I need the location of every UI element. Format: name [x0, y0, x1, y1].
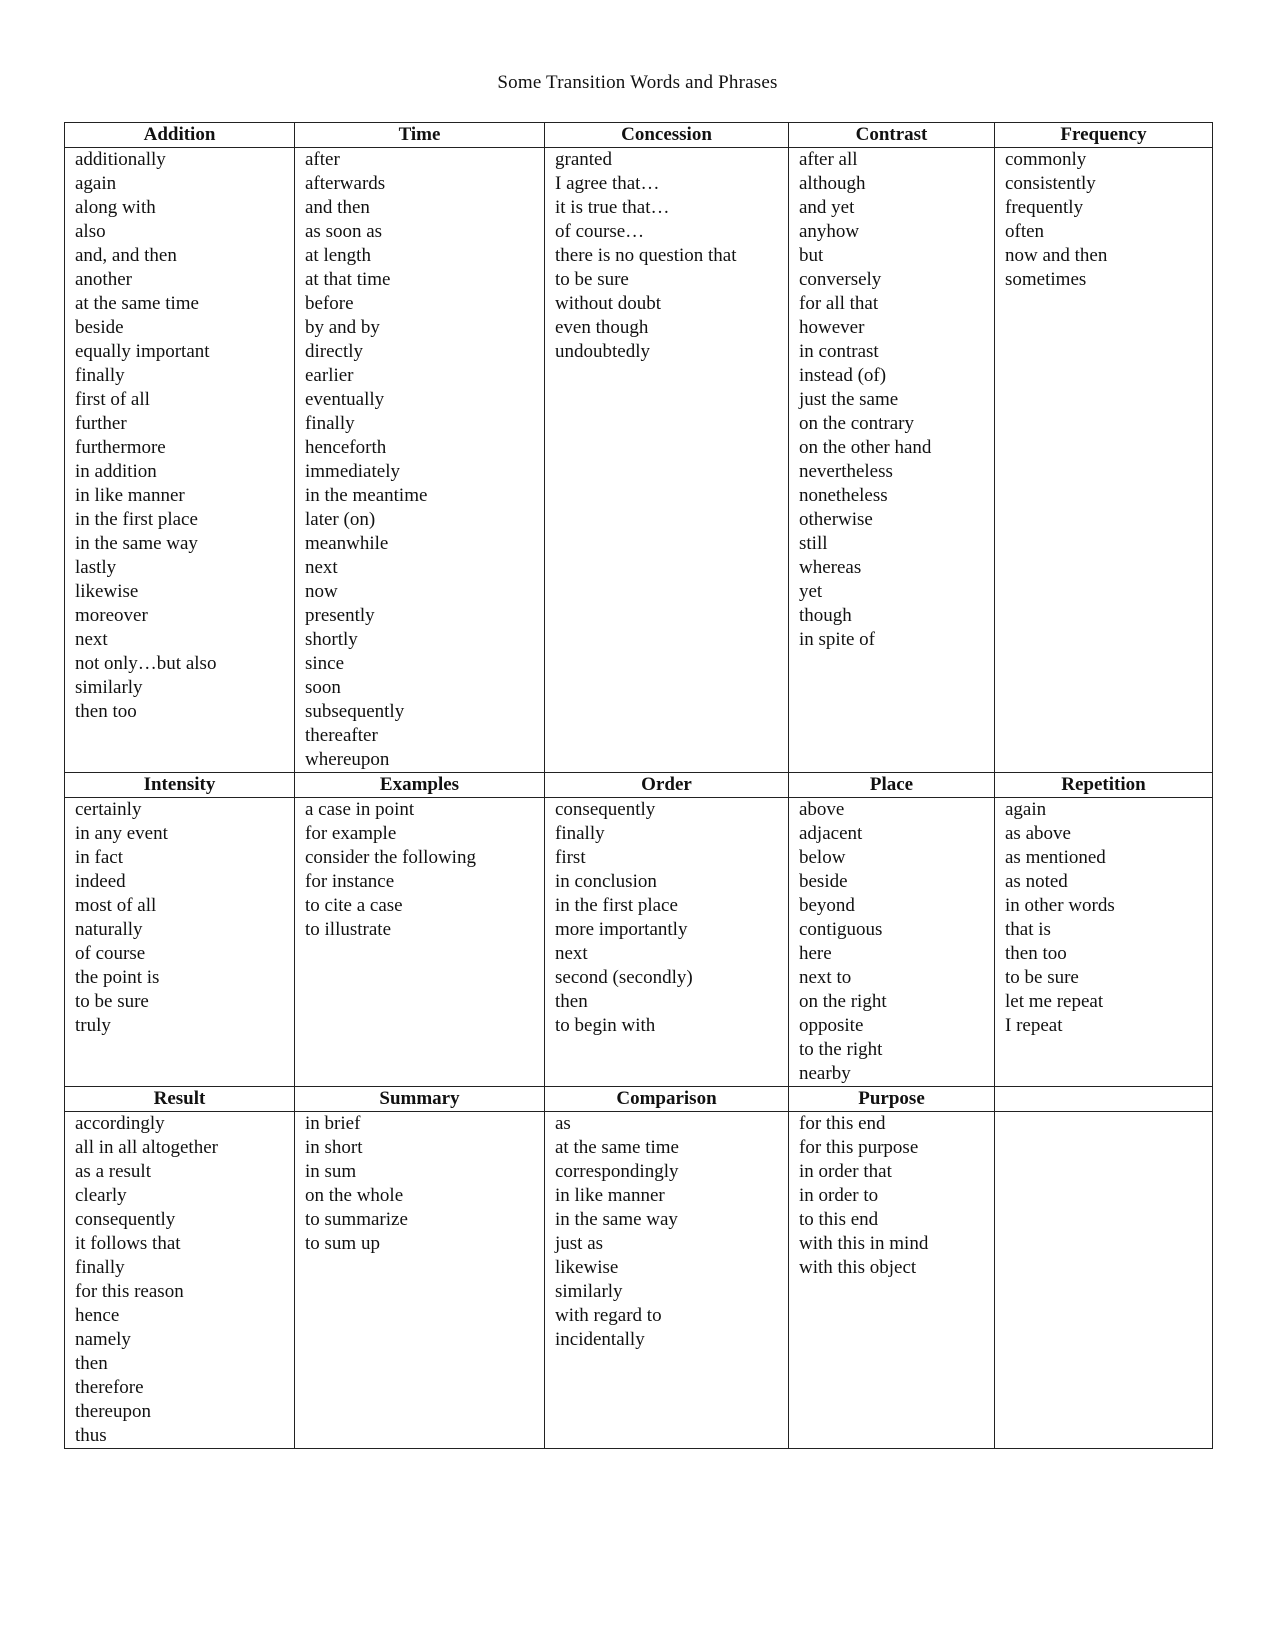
- category-cell: [995, 1112, 1213, 1449]
- header-row: [65, 123, 1213, 148]
- transition-phrase: naturally: [75, 919, 143, 940]
- transition-phrase: anyhow: [799, 221, 860, 242]
- transition-phrase: frequently: [1005, 197, 1084, 218]
- category-header: [995, 1087, 1213, 1112]
- transition-phrase: thus: [75, 1425, 107, 1446]
- transition-phrase: for this reason: [75, 1281, 184, 1302]
- transition-phrase: a case in point: [305, 799, 415, 820]
- category-header: Frequency: [995, 123, 1213, 148]
- transition-phrase: consistently: [1005, 173, 1096, 194]
- transition-phrase: finally: [555, 823, 605, 844]
- transition-phrase: more importantly: [555, 919, 688, 940]
- transition-phrase: granted: [555, 149, 612, 170]
- category-cell: [295, 798, 545, 1087]
- category-header: Addition: [65, 123, 295, 148]
- transition-phrase: meanwhile: [305, 533, 389, 554]
- transition-phrase: on the right: [799, 991, 887, 1012]
- transition-phrase: I repeat: [1005, 1015, 1063, 1036]
- transition-phrase: as mentioned: [1005, 847, 1106, 868]
- transition-phrase: nearby: [799, 1063, 851, 1084]
- transition-phrase: otherwise: [799, 509, 873, 530]
- transition-phrase: to be sure: [75, 991, 149, 1012]
- transition-phrase: sometimes: [1005, 269, 1087, 290]
- transition-phrase: namely: [75, 1329, 131, 1350]
- transition-phrase: then: [75, 1353, 108, 1374]
- transition-phrase: for this purpose: [799, 1137, 919, 1158]
- transition-phrase: directly: [305, 341, 364, 362]
- transition-phrase: whereupon: [305, 749, 390, 770]
- transition-phrase: at the same time: [75, 293, 199, 314]
- transition-phrase: and then: [305, 197, 370, 218]
- transition-phrase: second (secondly): [555, 967, 693, 988]
- category-header: Summary: [295, 1087, 545, 1112]
- transition-phrase: there is no question that: [555, 245, 737, 266]
- transition-phrase: that is: [1005, 919, 1051, 940]
- transition-phrase: by and by: [305, 317, 380, 338]
- transition-phrase: certainly: [75, 799, 142, 820]
- transition-phrase: immediately: [305, 461, 400, 482]
- transition-phrase: at the same time: [555, 1137, 679, 1158]
- transition-phrase: similarly: [555, 1281, 623, 1302]
- transition-phrase: but: [799, 245, 824, 266]
- transition-phrase: then too: [1005, 943, 1067, 964]
- content-row: [65, 798, 1213, 1087]
- transition-phrase: in like manner: [555, 1185, 665, 1206]
- category-header: Place: [789, 773, 995, 798]
- transition-phrase: another: [75, 269, 132, 290]
- transition-phrase: incidentally: [555, 1329, 645, 1350]
- category-cell: [789, 148, 995, 773]
- transition-phrase: subsequently: [305, 701, 405, 722]
- transition-phrase: presently: [305, 605, 375, 626]
- page-title: Some Transition Words and Phrases: [497, 72, 778, 93]
- transition-phrase: nonetheless: [799, 485, 888, 506]
- transition-phrase: next: [305, 557, 338, 578]
- transition-phrase: similarly: [75, 677, 143, 698]
- transition-phrase: additionally: [75, 149, 166, 170]
- transition-phrase: afterwards: [305, 173, 386, 194]
- transition-phrase: in any event: [75, 823, 168, 844]
- transition-phrase: also: [75, 221, 106, 242]
- content-row: [65, 148, 1213, 773]
- transition-phrase: here: [799, 943, 832, 964]
- transition-phrase: henceforth: [305, 437, 387, 458]
- transition-phrase: contiguous: [799, 919, 883, 940]
- transition-phrase: consequently: [75, 1209, 176, 1230]
- category-cell: [789, 1112, 995, 1449]
- transition-phrase: below: [799, 847, 846, 868]
- transition-phrase: next to: [799, 967, 852, 988]
- header-row: [65, 773, 1213, 798]
- transition-phrase: to begin with: [555, 1015, 656, 1036]
- transition-phrase: with regard to: [555, 1305, 662, 1326]
- transition-phrase: to illustrate: [305, 919, 392, 940]
- transition-phrase: in the same way: [75, 533, 198, 554]
- transition-phrase: above: [799, 799, 845, 820]
- transition-phrase: to this end: [799, 1209, 879, 1230]
- transition-phrase: finally: [75, 1257, 125, 1278]
- category-cell: [545, 798, 789, 1087]
- category-header: Repetition: [995, 773, 1213, 798]
- transition-phrase: likewise: [555, 1257, 619, 1278]
- transition-phrase: to cite a case: [305, 895, 403, 916]
- category-cell: [295, 1112, 545, 1449]
- transition-phrase: although: [799, 173, 866, 194]
- transition-phrase: at that time: [305, 269, 391, 290]
- transition-phrase: undoubtedly: [555, 341, 650, 362]
- category-header: Order: [545, 773, 789, 798]
- transition-phrase: adjacent: [799, 823, 863, 844]
- transition-phrase: instead (of): [799, 365, 887, 386]
- content-row: [65, 1112, 1213, 1449]
- transition-phrase: truly: [75, 1015, 111, 1036]
- transition-phrase: since: [305, 653, 345, 674]
- transition-phrase: clearly: [75, 1185, 127, 1206]
- category-header: Contrast: [789, 123, 995, 148]
- transition-phrase: thereupon: [75, 1401, 151, 1422]
- transition-phrase: even though: [555, 317, 649, 338]
- transition-phrase: often: [1005, 221, 1045, 242]
- category-cell: [995, 148, 1213, 773]
- transition-phrase: shortly: [305, 629, 358, 650]
- transition-phrase: after: [305, 149, 340, 170]
- category-cell: [65, 148, 295, 773]
- transition-phrase: let me repeat: [1005, 991, 1104, 1012]
- table-body: [65, 123, 1213, 1449]
- transition-phrase: before: [305, 293, 354, 314]
- transition-phrase: just as: [555, 1233, 604, 1254]
- transition-phrase: as a result: [75, 1161, 151, 1182]
- transition-phrase: again: [75, 173, 117, 194]
- transition-phrase: moreover: [75, 605, 148, 626]
- transition-phrase: just the same: [799, 389, 899, 410]
- transition-phrase: in the first place: [555, 895, 678, 916]
- transition-phrase: yet: [799, 581, 823, 602]
- category-header: Examples: [295, 773, 545, 798]
- transition-phrase: now and then: [1005, 245, 1108, 266]
- transition-phrase: in sum: [305, 1161, 357, 1182]
- transition-phrase: equally important: [75, 341, 210, 362]
- transition-phrase: then: [555, 991, 588, 1012]
- transition-phrase: likewise: [75, 581, 139, 602]
- transition-phrase: all in all altogether: [75, 1137, 218, 1158]
- transition-phrase: earlier: [305, 365, 354, 386]
- transition-phrase: on the other hand: [799, 437, 932, 458]
- transition-phrase: in the meantime: [305, 485, 428, 506]
- category-cell: [295, 148, 545, 773]
- transition-phrase: in spite of: [799, 629, 875, 650]
- transition-phrase: in contrast: [799, 341, 879, 362]
- transition-phrase: opposite: [799, 1015, 864, 1036]
- transition-phrase: with this in mind: [799, 1233, 929, 1254]
- transition-phrase: consequently: [555, 799, 656, 820]
- transition-phrase: thereafter: [305, 725, 378, 746]
- transition-phrase: beyond: [799, 895, 855, 916]
- transition-phrase: in addition: [75, 461, 157, 482]
- transition-phrase: not only…but also: [75, 653, 217, 674]
- transition-words-table: [64, 122, 1213, 1449]
- transition-phrase: along with: [75, 197, 156, 218]
- transition-phrase: in conclusion: [555, 871, 657, 892]
- category-header: Concession: [545, 123, 789, 148]
- category-header: Comparison: [545, 1087, 789, 1112]
- transition-phrase: correspondingly: [555, 1161, 679, 1182]
- transition-phrase: consider the following: [305, 847, 476, 868]
- transition-phrase: without doubt: [555, 293, 662, 314]
- transition-phrase: to the right: [799, 1039, 883, 1060]
- transition-phrase: to sum up: [305, 1233, 380, 1254]
- transition-phrase: it is true that…: [555, 197, 670, 218]
- transition-phrase: in short: [305, 1137, 363, 1158]
- transition-phrase: in order to: [799, 1185, 879, 1206]
- transition-phrase: and yet: [799, 197, 855, 218]
- transition-phrase: for this end: [799, 1113, 886, 1134]
- transition-phrase: of course: [75, 943, 146, 964]
- transition-phrase: it follows that: [75, 1233, 181, 1254]
- transition-phrase: conversely: [799, 269, 882, 290]
- transition-phrase: lastly: [75, 557, 117, 578]
- transition-phrase: however: [799, 317, 865, 338]
- transition-phrase: commonly: [1005, 149, 1087, 170]
- category-header: Result: [65, 1087, 295, 1112]
- transition-phrase: next: [75, 629, 108, 650]
- transition-phrase: with this object: [799, 1257, 917, 1278]
- category-cell: [545, 148, 789, 773]
- transition-phrase: therefore: [75, 1377, 144, 1398]
- transition-phrase: of course…: [555, 221, 645, 242]
- transition-phrase: at length: [305, 245, 371, 266]
- transition-phrase: nevertheless: [799, 461, 893, 482]
- transition-phrase: for all that: [799, 293, 879, 314]
- category-header: Purpose: [789, 1087, 995, 1112]
- transition-phrase: first: [555, 847, 586, 868]
- transition-phrase: first of all: [75, 389, 150, 410]
- category-cell: [995, 798, 1213, 1087]
- transition-phrase: in order that: [799, 1161, 892, 1182]
- transition-phrase: beside: [75, 317, 124, 338]
- transition-phrase: though: [799, 605, 852, 626]
- transition-phrase: to be sure: [1005, 967, 1079, 988]
- transition-phrase: after all: [799, 149, 858, 170]
- transition-phrase: finally: [75, 365, 125, 386]
- transition-phrase: then too: [75, 701, 137, 722]
- transition-phrase: as above: [1005, 823, 1071, 844]
- transition-phrase: to be sure: [555, 269, 629, 290]
- transition-phrase: hence: [75, 1305, 120, 1326]
- transition-phrase: on the contrary: [799, 413, 915, 434]
- transition-phrase: as soon as: [305, 221, 383, 242]
- transition-phrase: soon: [305, 677, 341, 698]
- category-cell: [65, 798, 295, 1087]
- transition-phrase: in the same way: [555, 1209, 678, 1230]
- header-row: [65, 1087, 1213, 1112]
- transition-phrase: most of all: [75, 895, 157, 916]
- transition-phrase: on the whole: [305, 1185, 404, 1206]
- transition-phrase: furthermore: [75, 437, 166, 458]
- transition-phrase: as: [555, 1113, 571, 1134]
- transition-phrase: still: [799, 533, 828, 554]
- transition-phrase: for instance: [305, 871, 395, 892]
- transition-phrase: the point is: [75, 967, 160, 988]
- transition-phrase: I agree that…: [555, 173, 660, 194]
- transition-phrase: and, and then: [75, 245, 177, 266]
- transition-phrase: now: [305, 581, 338, 602]
- transition-phrase: in other words: [1005, 895, 1115, 916]
- transition-phrase: as noted: [1005, 871, 1068, 892]
- category-header: Time: [295, 123, 545, 148]
- transition-phrase: in fact: [75, 847, 124, 868]
- transition-phrase: to summarize: [305, 1209, 408, 1230]
- transition-phrase: later (on): [305, 509, 376, 530]
- transition-phrase: further: [75, 413, 127, 434]
- transition-phrase: for example: [305, 823, 397, 844]
- transition-phrase: whereas: [799, 557, 862, 578]
- transition-phrase: in brief: [305, 1113, 361, 1134]
- transition-phrase: eventually: [305, 389, 385, 410]
- transition-phrase: finally: [305, 413, 355, 434]
- category-cell: [545, 1112, 789, 1449]
- category-cell: [789, 798, 995, 1087]
- transition-phrase: again: [1005, 799, 1047, 820]
- transition-phrase: indeed: [75, 871, 126, 892]
- transition-phrase: in like manner: [75, 485, 185, 506]
- category-cell: [65, 1112, 295, 1449]
- transition-phrase: accordingly: [75, 1113, 165, 1134]
- category-header: Intensity: [65, 773, 295, 798]
- transition-phrase: beside: [799, 871, 848, 892]
- transition-phrase: in the first place: [75, 509, 198, 530]
- transition-phrase: next: [555, 943, 588, 964]
